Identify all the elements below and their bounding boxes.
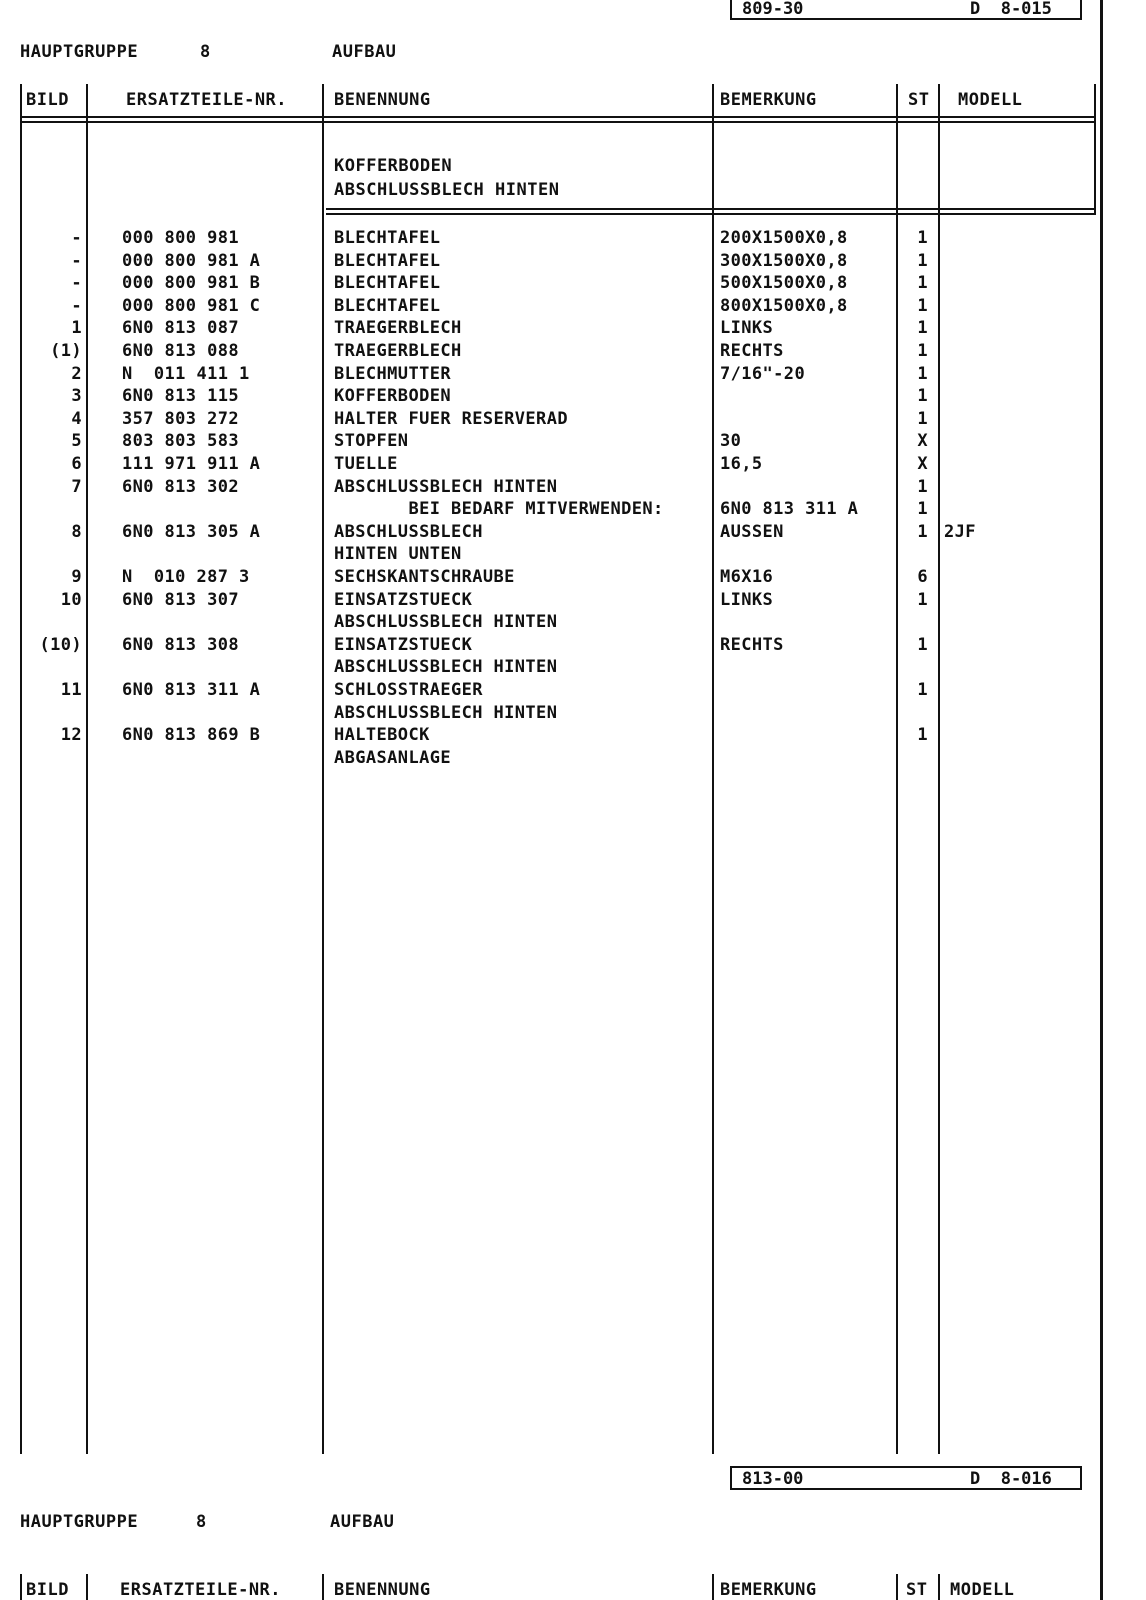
cell-bild: 4 bbox=[71, 408, 82, 429]
col-header-bem: BEMERKUNG bbox=[720, 90, 817, 110]
cell-ben: HALTER FUER RESERVERAD bbox=[334, 408, 568, 429]
cell-nr: 6N0 813 088 bbox=[122, 341, 239, 361]
table-row bbox=[0, 317, 1146, 340]
cell-bild: 9 bbox=[71, 567, 82, 587]
next-group-name: AUFBAU bbox=[330, 1512, 395, 1532]
table-row bbox=[0, 408, 1146, 431]
cell-ben: BLECHTAFEL bbox=[334, 250, 441, 271]
table-row bbox=[0, 566, 1146, 589]
col-header-st: ST bbox=[908, 90, 930, 110]
col-header-ben: BENENNUNG bbox=[334, 90, 431, 110]
table-row bbox=[0, 498, 1146, 521]
cell-st: 1 bbox=[917, 725, 928, 746]
ref-code-left-bottom: 813-00 bbox=[742, 1469, 804, 1489]
next-group-label: HAUPTGRUPPE bbox=[20, 1512, 139, 1532]
table-row bbox=[0, 702, 1146, 725]
cell-st: 1 bbox=[917, 634, 928, 655]
section-title-line-1: KOFFERBODEN bbox=[334, 156, 453, 176]
table-row bbox=[0, 430, 1146, 453]
cell-nr: 6N0 813 869 B bbox=[122, 725, 261, 746]
cell-st: 1 bbox=[917, 228, 928, 248]
cell-st: 1 bbox=[917, 408, 928, 429]
cell-bild: 11 bbox=[60, 680, 82, 700]
cell-nr: 6N0 813 307 bbox=[122, 589, 239, 610]
cell-ben: HALTEBOCK bbox=[334, 725, 430, 746]
cell-ben: KOFFERBODEN bbox=[334, 386, 451, 407]
cell-ben: BLECHTAFEL bbox=[334, 273, 441, 294]
section-title-line-2: ABSCHLUSSBLECH HINTEN bbox=[334, 180, 560, 200]
cell-bild: 12 bbox=[60, 725, 82, 746]
table-row bbox=[0, 453, 1146, 476]
cell-bem: LINKS bbox=[720, 589, 774, 610]
group-label: HAUPTGRUPPE bbox=[20, 42, 139, 62]
table-row bbox=[0, 227, 1146, 250]
cell-st: 1 bbox=[917, 680, 928, 700]
cell-bild: (1) bbox=[50, 341, 82, 361]
cell-bem: 16,5 bbox=[720, 454, 763, 474]
cell-bem: RECHTS bbox=[720, 341, 784, 361]
table-row bbox=[0, 724, 1146, 747]
cell-bem: 500X1500X0,8 bbox=[720, 273, 848, 294]
cell-nr: 000 800 981 bbox=[122, 228, 239, 248]
cell-bild: 2 bbox=[71, 363, 82, 384]
cell-bild: - bbox=[71, 228, 82, 248]
cell-ben: ABSCHLUSSBLECH bbox=[334, 521, 483, 542]
cell-bild: 5 bbox=[71, 431, 82, 452]
header-double-rule bbox=[20, 116, 1096, 123]
cell-st: 1 bbox=[917, 521, 928, 542]
cell-ben: ABSCHLUSSBLECH HINTEN bbox=[334, 476, 558, 497]
cell-bem: M6X16 bbox=[720, 567, 774, 587]
cell-nr: 6N0 813 302 bbox=[122, 476, 239, 497]
cell-nr: 6N0 813 115 bbox=[122, 386, 239, 407]
cell-st: 1 bbox=[917, 386, 928, 407]
table-right-border bbox=[1094, 84, 1096, 214]
cell-nr: 6N0 813 311 A bbox=[122, 680, 261, 700]
cell-bem: 200X1500X0,8 bbox=[720, 228, 848, 248]
cell-st: X bbox=[917, 454, 928, 474]
cell-ben: SCHLOSSTRAEGER bbox=[334, 680, 483, 700]
cell-bem: RECHTS bbox=[720, 634, 784, 655]
table-row bbox=[0, 250, 1146, 273]
cell-nr: N 011 411 1 bbox=[122, 363, 250, 384]
col-header-bild: BILD bbox=[26, 90, 69, 110]
cell-st: 1 bbox=[917, 341, 928, 361]
cell-ben: ABSCHLUSSBLECH HINTEN bbox=[334, 612, 558, 633]
next-col-divider-ben bbox=[712, 1574, 714, 1600]
cell-bild: (10) bbox=[39, 634, 82, 655]
cell-ben: EINSATZSTUECK bbox=[334, 634, 473, 655]
cell-nr: 000 800 981 A bbox=[122, 250, 261, 271]
cell-bem: 30 bbox=[720, 431, 742, 452]
cell-ben: HINTEN UNTEN bbox=[334, 544, 462, 565]
cell-nr: 6N0 813 087 bbox=[122, 318, 239, 339]
ref-box-bottom bbox=[730, 1466, 1082, 1490]
cell-nr: 6N0 813 305 A bbox=[122, 521, 261, 542]
cell-ben: STOPFEN bbox=[334, 431, 409, 452]
cell-ben: ABSCHLUSSBLECH HINTEN bbox=[334, 657, 558, 678]
cell-ben: TRAEGERBLECH bbox=[334, 341, 462, 361]
cell-bem: 800X1500X0,8 bbox=[720, 295, 848, 316]
ref-code-right-bottom: D 8-016 bbox=[970, 1469, 1052, 1489]
table-row bbox=[0, 611, 1146, 634]
cell-ben: BEI BEDARF MITVERWENDEN: bbox=[334, 499, 664, 520]
table-row bbox=[0, 747, 1146, 770]
cell-bild: 6 bbox=[71, 454, 82, 474]
cell-bild: 10 bbox=[60, 589, 82, 610]
cell-nr: 803 803 583 bbox=[122, 431, 239, 452]
cell-ben: ABGASANLAGE bbox=[334, 747, 451, 768]
cell-st: 1 bbox=[917, 476, 928, 497]
cell-bild: - bbox=[71, 295, 82, 316]
table-row bbox=[0, 272, 1146, 295]
cell-st: 6 bbox=[917, 567, 928, 587]
next-col-header-mod: MODELL bbox=[950, 1580, 1015, 1600]
next-col-header-st: ST bbox=[906, 1580, 928, 1600]
table-row bbox=[0, 634, 1146, 657]
cell-st: 1 bbox=[917, 589, 928, 610]
cell-nr: 6N0 813 308 bbox=[122, 634, 239, 655]
table-row bbox=[0, 679, 1146, 702]
cell-bild: 7 bbox=[71, 476, 82, 497]
table-row bbox=[0, 295, 1146, 318]
next-col-divider-bem bbox=[896, 1574, 898, 1600]
table-row bbox=[0, 656, 1146, 679]
cell-bild: 1 bbox=[71, 318, 82, 339]
cell-bild: 3 bbox=[71, 386, 82, 407]
next-col-header-bem: BEMERKUNG bbox=[720, 1580, 817, 1600]
cell-bem: LINKS bbox=[720, 318, 774, 339]
section-double-rule bbox=[326, 208, 1096, 215]
table-row bbox=[0, 521, 1146, 544]
cell-bild: - bbox=[71, 273, 82, 294]
next-table-left-border bbox=[20, 1574, 22, 1600]
next-col-divider-bild bbox=[86, 1574, 88, 1600]
cell-ben: BLECHMUTTER bbox=[334, 363, 451, 384]
cell-nr: 111 971 911 A bbox=[122, 454, 261, 474]
cell-ben: SECHSKANTSCHRAUBE bbox=[334, 567, 515, 587]
cell-st: 1 bbox=[917, 499, 928, 520]
col-header-mod: MODELL bbox=[958, 90, 1023, 110]
col-header-nr: ERSATZTEILE-NR. bbox=[126, 90, 288, 110]
cell-nr: 000 800 981 B bbox=[122, 273, 261, 294]
group-name: AUFBAU bbox=[332, 42, 397, 62]
cell-bem: 300X1500X0,8 bbox=[720, 250, 848, 271]
next-col-divider-nr bbox=[322, 1574, 324, 1600]
cell-nr: 357 803 272 bbox=[122, 408, 239, 429]
table-row bbox=[0, 589, 1146, 612]
cell-nr: 000 800 981 C bbox=[122, 295, 261, 316]
cell-mod: 2JF bbox=[944, 521, 976, 542]
table-row bbox=[0, 543, 1146, 566]
next-col-header-nr: ERSATZTEILE-NR. bbox=[120, 1580, 282, 1600]
cell-bild: - bbox=[71, 250, 82, 271]
cell-ben: BLECHTAFEL bbox=[334, 295, 441, 316]
cell-ben: ABSCHLUSSBLECH HINTEN bbox=[334, 702, 558, 723]
cell-nr: N 010 287 3 bbox=[122, 567, 250, 587]
next-group-number: 8 bbox=[196, 1512, 207, 1532]
cell-ben: TUELLE bbox=[334, 454, 398, 474]
ref-box-top bbox=[730, 0, 1082, 20]
cell-st: 1 bbox=[917, 318, 928, 339]
cell-st: 1 bbox=[917, 363, 928, 384]
next-col-header-ben: BENENNUNG bbox=[334, 1580, 431, 1600]
group-number: 8 bbox=[200, 42, 211, 62]
cell-st: 1 bbox=[917, 250, 928, 271]
next-col-header-bild: BILD bbox=[26, 1580, 69, 1600]
cell-ben: EINSATZSTUECK bbox=[334, 589, 473, 610]
cell-bem: 7/16"-20 bbox=[720, 363, 806, 384]
table-row bbox=[0, 340, 1146, 363]
cell-st: X bbox=[917, 431, 928, 452]
ref-code-left: 809-30 bbox=[742, 0, 804, 19]
cell-ben: TRAEGERBLECH bbox=[334, 318, 462, 339]
table-row bbox=[0, 476, 1146, 499]
cell-bild: 8 bbox=[71, 521, 82, 542]
cell-bem: 6N0 813 311 A bbox=[720, 499, 859, 520]
cell-bem: AUSSEN bbox=[720, 521, 784, 542]
cell-st: 1 bbox=[917, 273, 928, 294]
next-col-divider-st bbox=[938, 1574, 940, 1600]
ref-code-right: D 8-015 bbox=[970, 0, 1052, 19]
cell-ben: BLECHTAFEL bbox=[334, 228, 441, 248]
table-row bbox=[0, 363, 1146, 386]
table-row bbox=[0, 385, 1146, 408]
cell-st: 1 bbox=[917, 295, 928, 316]
